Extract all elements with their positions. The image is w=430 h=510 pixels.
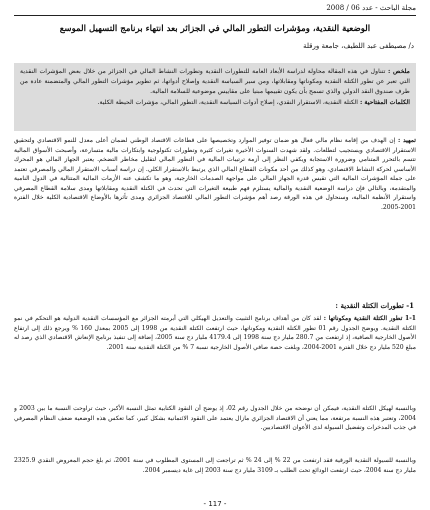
intro-paragraph (14, 136, 416, 289)
paragraph-3 (14, 456, 416, 494)
page-number: - 117 - (203, 500, 227, 508)
subsection-label: 1-1 تطور الكتلة النقدية ومكوناتها : (323, 315, 416, 322)
section1-paragraph (14, 314, 416, 400)
section-heading: 1- تطورات الكتلة النقدية : (335, 301, 414, 310)
abstract-box (14, 63, 416, 131)
paragraph-2 (14, 404, 416, 452)
section1-text: لقد كان من أهداف برنامج التثبيت والتعديل الهيكلي التي أبرمته الجزائر مع المؤسسات النقدية الدولية هو التحكم في نمو الكتلة النقدية. ويوضح الجدول رقم 01 تطور الكتلة النقدية ومكوناتها، حيث ارتفعت الكتلة النقدية من 1998 إلى 2005 بمعدل 160 % ويرجع ذلك إلى ارتفاع الأصول الخارجية الصافية، إذ ارتفعت من 280.7 مليار دج سنة 1998 إلى 4179.4 مليار دج سنة 2005، إضافة إلى تنفيذ برنامج الإنعاش الاقتصادي الذي رصد له مبلغ 520 مليار دج خلال الفترة 2001-2004، وبلغت حصة صافي الأصول الخارجية نسبة 7 % من الكتلة النقدية سنة 2001. (14, 315, 416, 351)
abstract-text: تتناول في هذه المقالة محاولة لدراسة الأبعاد العامة للتطورات النقدية وتطورات النشاط المالي في الجزائر من خلال بعض المؤشرات النقدية التي تعبر عن تطور الكتلة النقدية ومكوناتها ومقابلاتها، ومن سير السياسة النقدية وإصلاح أدواتها، ثم تطوير مؤشرات التطور المالي والمتضمنة عادة من طرف صندوق النقد الدولي والذي تسمح بأن يكون تقييمها مبنيا على مقاييس موضوعية للسلامة المالية. (20, 68, 410, 95)
keywords-line (20, 98, 410, 108)
abstract-paragraph (20, 67, 410, 97)
running-header (14, 3, 416, 16)
intro-text: إن الهدف من إقامة نظام مالي فعال هو ضمان توفير الموارد وتخصيصها على قطاعات الاقتصاد الوطني لضمان أعلى معدل للنمو الاقتصادي ولتحقيق الاستقرار الاقتصادي ويستجيب لتطلعات. ولقد شهدت السنوات الأخيرة تغيرات كثيرة وتطورات تكنولوجية وابتكارات مالية متسارعة، وأصبحت الأسواق المالية تتسم بالتحرر المتنامي وضرورة الاستجابة ويكفي النظر إلى أزمة ترتيبات المالية في التطور المالي لتقليل مخاطر التضخم. يعتبر الجهاز المالي هو المحرك الأساسي لحركة النشاط الاقتصادي، وهو كذلك من أحد مكونات القطاع المالي الذي يرتبط بالاستقرار الكلي. إن دراسة أسباب الاستقرار المالي والمصرفي تعتمد على جملة المؤشرات المالية التي تقيس قدرة الجهاز المالي على مواجهة الصدمات الخارجية، وهو ما تكشف عنه الأزمات المالية المتتالية في الدول النامية والمتقدمة، وبالتالي فإن دراسة الوضعية النقدية والمالية يستلزم فهم طبيعة التغيرات التي تحدث في الكتلة النقدية ومقابلاتها ومدى سلامة القطاع المصرفي واستقرار الأنظمة المالية، وسنحاول في هذه الورقة رصد أهم مؤشرات التطور المالي للاقتصاد الجزائري ومدى تأثرها بالأوضاع الاقتصادية الكلية خلال الفترة 2001-2005. (14, 137, 416, 211)
paragraph-2-text: وبالنسبة لهيكل الكتلة النقدية، فيمكن أن نوضحه من خلال الجدول رقم 02، إذ يوضح أن النقود الكتابية تمثل النسبة الأكبر، حيث تراوحت النسبة ما بين 2003 و 2004، وتعتبر هذه النسبة مرتفعة، مما يعني أن الاقتصاد الجزائري مازال يعتمد على النقود الائتمانية بشكل كبير، كما تعكس هذه الوضعية ضعف النظام المصرفي في جذب المدخرات وتفضيل السيولة لدى الأعوان الاقتصاديين. (14, 405, 416, 432)
keywords-text: الكتلة النقدية، الاستقرار النقدي، إصلاح أدوات السياسة النقدية، التطور المالي، مؤشرات الحيطة الكلية. (97, 99, 358, 106)
paragraph-3-text: وبالنسبة للسيولة النقدية الورقية فقد ارتفعت من 22 % إلى 24 % ثم تراجعت إلى المستوى المطلوب في سنة 2001، ثم بلغ حجم المعروض النقدي 2325.9 مليار دج سنة 2004، حيث ارتفعت الودائع تحت الطلب بـ 3109 مليار دج سنة 2003 إلى غاية ديسمبر 2004. (14, 457, 416, 474)
abstract-label: ملخص : (388, 68, 410, 75)
author-line: د/ مصيطفى عبد اللطيف، جامعة ورقلة (303, 42, 414, 50)
keywords-label: الكلمات المفتاحية : (359, 99, 410, 106)
article-title: الوضعية النقدية، ومؤشرات التطور المالي في الجزائر بعد انتهاء برنامج التسهيل الموسع (59, 24, 371, 34)
journal-name: مجلة الباحث - عدد 06 / 2008 (326, 4, 416, 12)
intro-label: تمهيد : (397, 137, 416, 144)
